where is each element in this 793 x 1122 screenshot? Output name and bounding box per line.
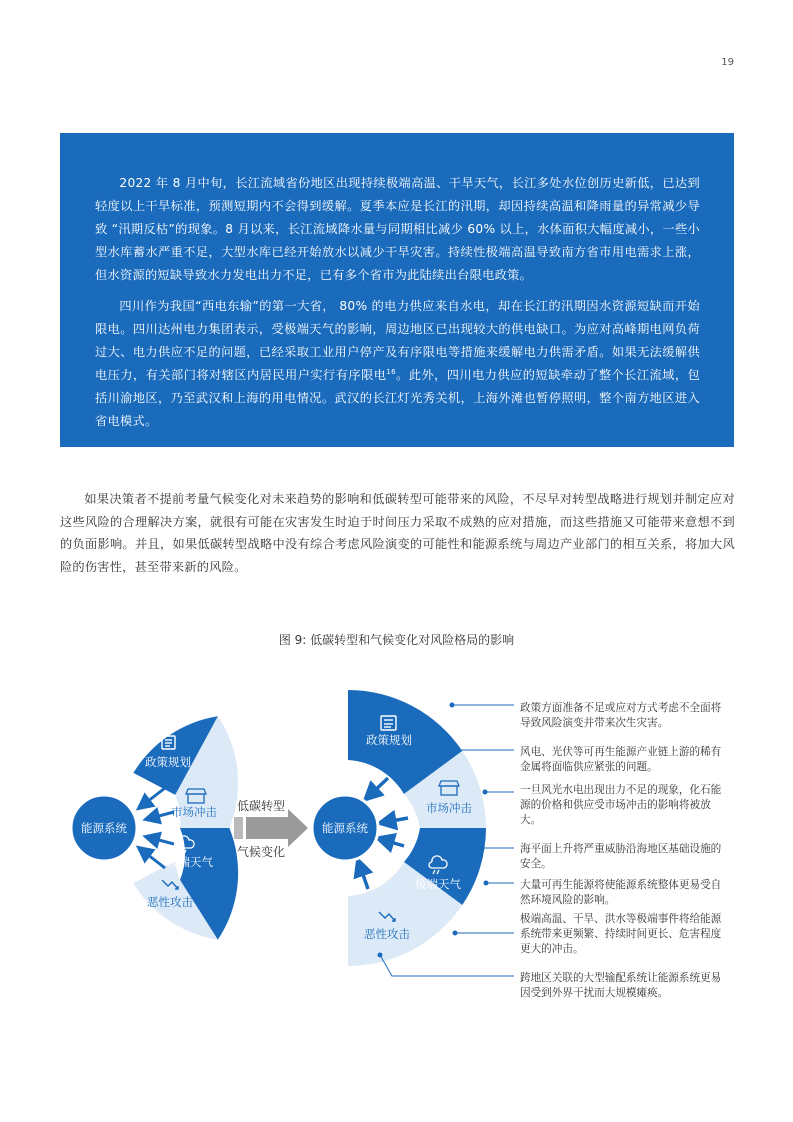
left-label-market: 市场冲击: [171, 805, 217, 819]
note-rare-metals: 风电、光伏等可再生能源产业链上游的稀有金属将面临供应紧张的问题。: [520, 746, 722, 773]
left-label-attack: 恶性攻击: [147, 895, 193, 909]
right-label-weather: 极端天气: [415, 877, 461, 891]
note-grid-attack: 跨地区关联的大型输配系统让能源系统更易因受到外界干扰而大规模瘫痪。: [520, 972, 722, 999]
arrow-label-transition: 低碳转型: [236, 799, 286, 813]
note-policy: 政策方面准备不足或应对方式考虑不全面将导致风险演变并带来次生灾害。: [520, 702, 722, 729]
footnote-ref[interactable]: 16: [386, 367, 396, 376]
transition-arrow: [234, 809, 308, 847]
figure-title: 图 9: 低碳转型和气候变化对风险格局的影响: [278, 633, 515, 647]
page-number: 19: [721, 57, 734, 68]
left-center-label: 能源系统: [81, 821, 127, 835]
body-paragraph: 如果决策者不提前考量气候变化对未来趋势的影响和低碳转型可能带来的风险，不尽早对转型战略进行规划并制定应对这些风险的合理解决方案，就很有可能在灾害发生时迫于时间压力采取不成熟的应对措施，而这些措施又可能带来意想不到的负面影响。并且，如果低碳转型战略中没有综合考虑风险演变的可能性和能源系统与周边产业部门的相互关系，将加大风险的伤害性，甚至带来新的风险。: [60, 492, 735, 574]
note-market-amplify: 一旦风光水电出现出力不足的现象，化石能源的价格和供应受市场冲击的影响将被放大。: [520, 784, 722, 826]
case-paragraph-2-text: 四川作为我国“西电东输”的第一大省， 80% 的电力供应来自水电，却在长江的汛期因水资源短缺而开始限电。四川达州电力集团表示，受极端天气的影响，周边地区已出现较大的供电缺口。为应对高峰期电网负荷过大、电力供应不足的问题，已经采取工业用户停产及有序限电等措施来缓解电力供需矛盾。如果无法缓解供电压力，有关部门将对辖区内居民用户实行有序限电: [95, 299, 700, 382]
right-center-label: 能源系统: [322, 821, 368, 835]
note-extreme-events: 极端高温、干旱、洪水等极端事件将给能源系统带来更频繁、持续时间更长、危害程度更大的冲击。: [520, 913, 722, 955]
left-label-policy: 政策规划: [145, 755, 191, 769]
case-paragraph-1: 2022 年 8 月中旬，长江流域省份地区出现持续极端高温、干旱天气，长江多处水位创历史新低，已达到轻度以上干旱标准，预测短期内不会得到缓解。夏季本应是长江的汛期，却因持续高温和降雨量的异常减少导致 “汛期反枯”的现象。8 月以来，长江流域降水量与同期相比减少 60% 以上，水体面积大幅度减小，一些小型水库蓄水严重不足，大型水库已经开始放水以减少干旱灾害。持续性极端高温导致南方省市用电需求上涨，但水资源的短缺导致水力发电出力不足，已有多个省市为此陆续出台限电政策。: [95, 176, 700, 282]
note-sea-level: 海平面上升将严重威胁沿海地区基础设施的安全。: [520, 843, 722, 870]
left-label-weather: 极端天气: [167, 855, 213, 869]
right-label-policy: 政策规划: [366, 733, 412, 747]
case-paragraph-2-end: 。此外，四川电力供应的短缺牵动了整个长江流域，包括川渝地区，乃至武汉和上海的用电情况。武汉的长江灯光秀关机，上海外滩也暂停照明，整个南方地区进入省电模式。: [95, 368, 700, 428]
right-label-attack: 恶性攻击: [364, 927, 410, 941]
note-renewables-risk: 大量可再生能源将使能源系统整体更易受自然环境风险的影响。: [520, 879, 722, 906]
arrow-label-climate: 气候变化: [236, 845, 286, 859]
right-label-market: 市场冲击: [426, 801, 472, 815]
